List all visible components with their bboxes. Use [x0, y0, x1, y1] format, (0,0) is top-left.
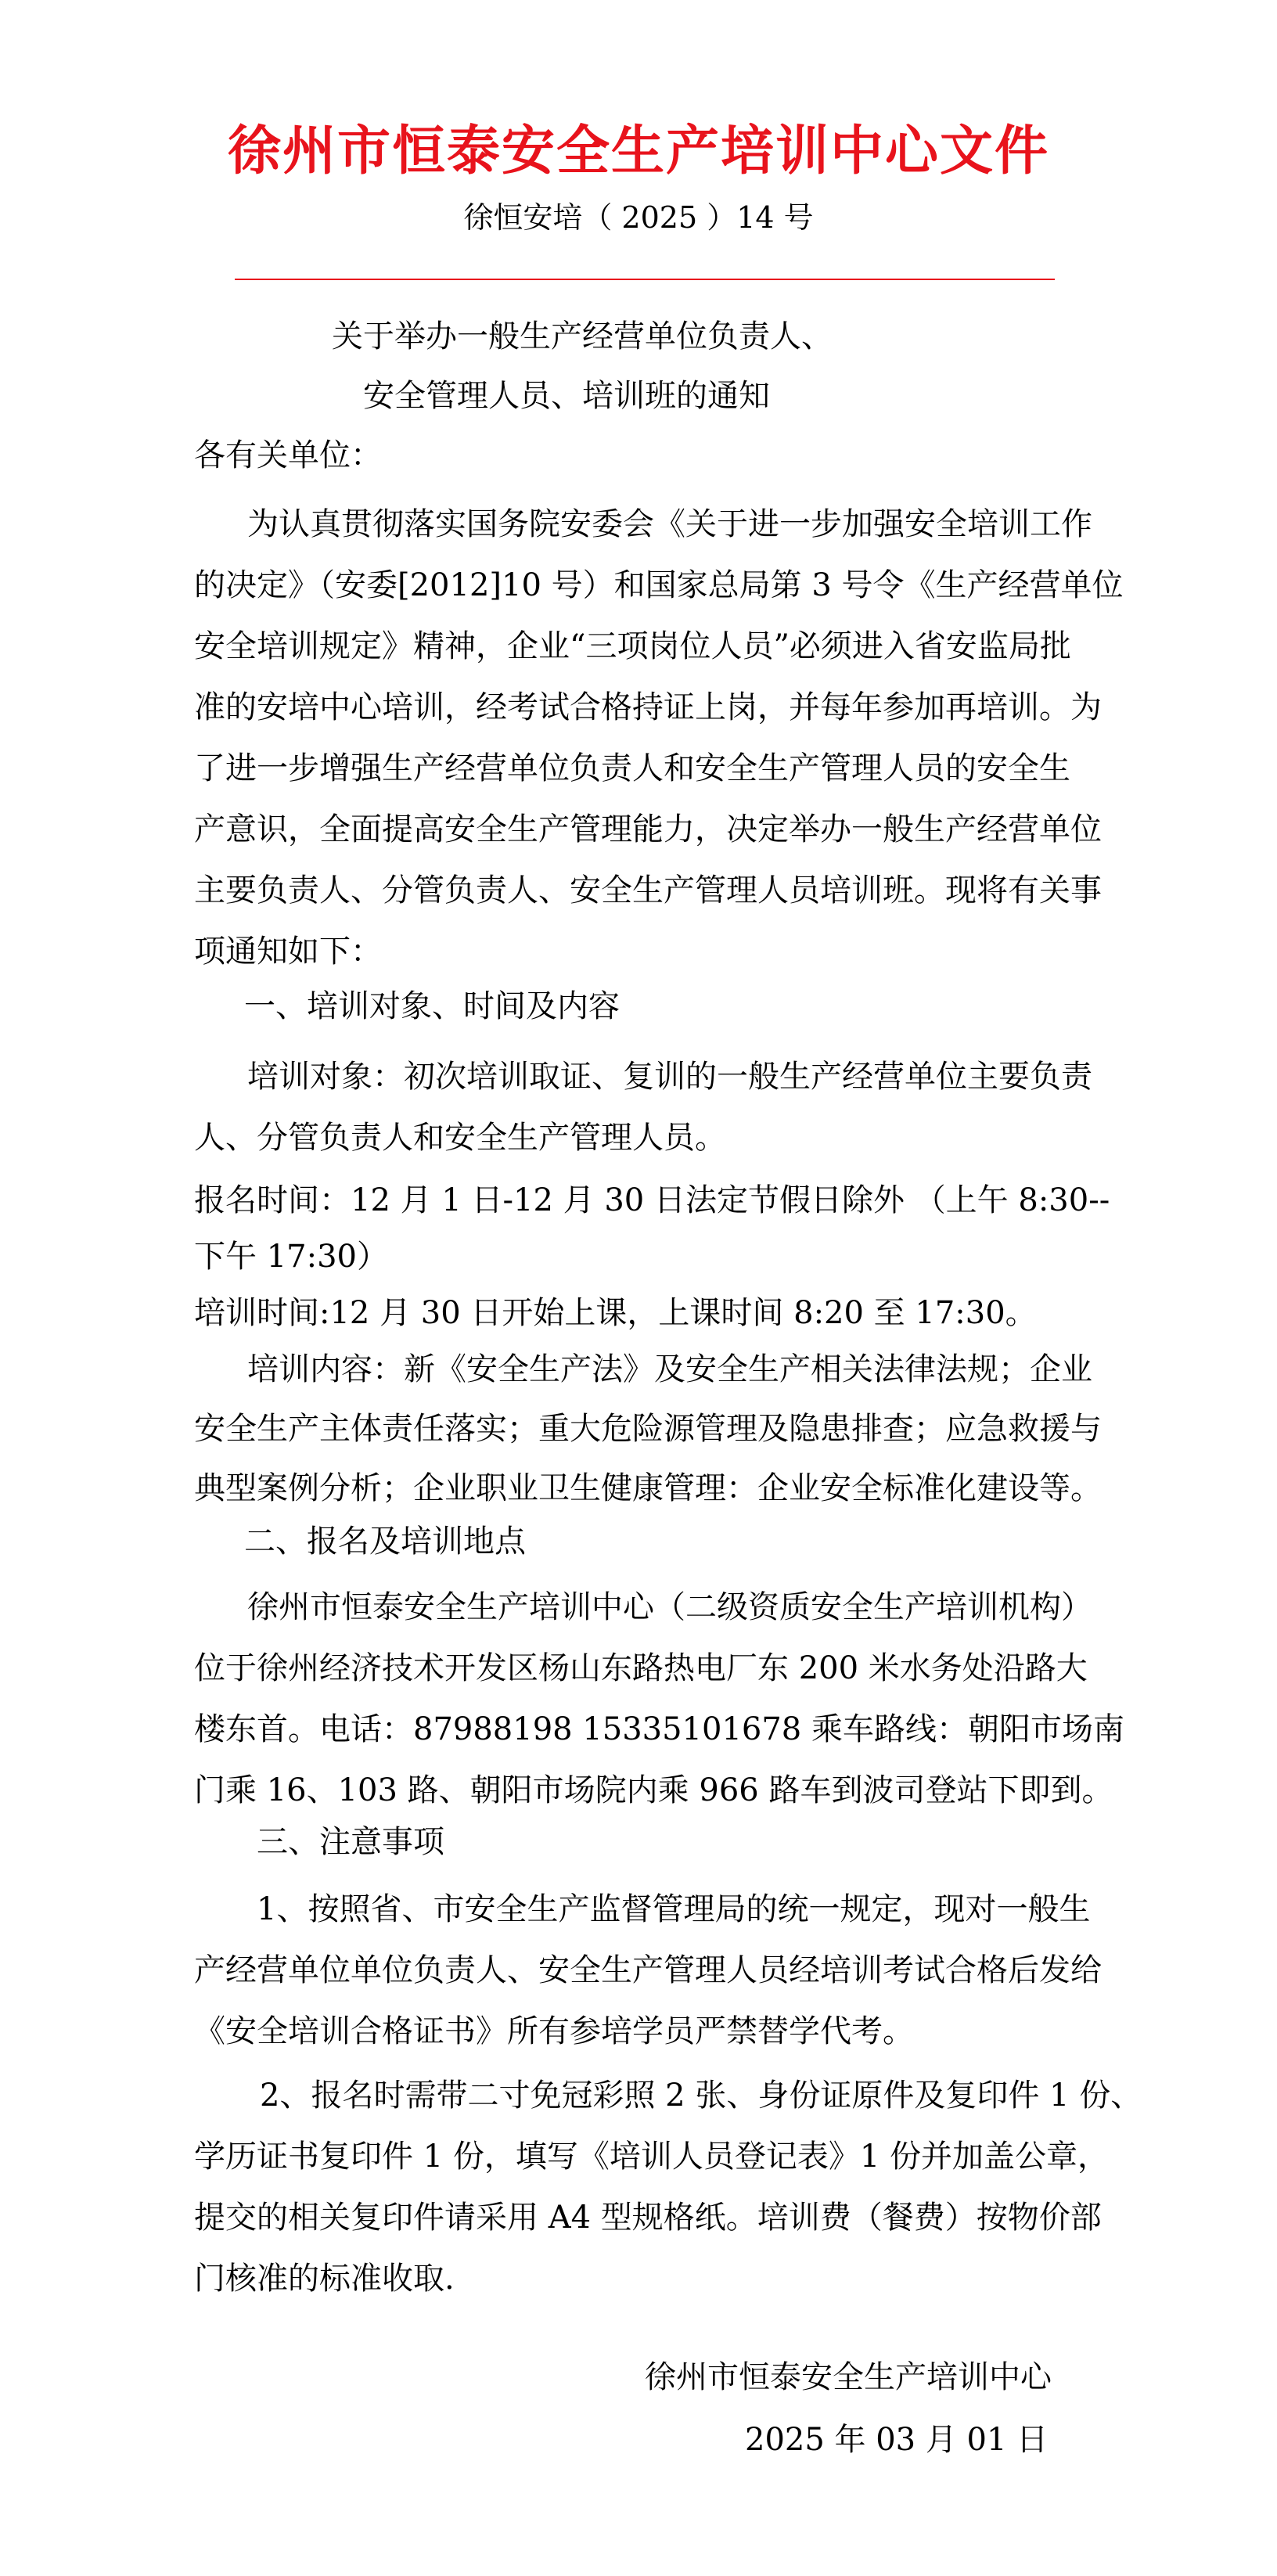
signature-organization: 徐州市恒泰安全生产培训中心: [645, 2359, 1052, 2395]
section-1-heading: 一、培训对象、时间及内容: [244, 988, 620, 1024]
text-line: 下午 17:30）: [194, 1239, 388, 1275]
text-line: 门核准的标准收取.: [194, 2261, 455, 2297]
text-line: 项通知如下：: [194, 934, 382, 970]
header-divider: [235, 279, 1055, 280]
signature-date: 2025 年 03 月 01 日: [745, 2422, 1049, 2458]
text-line: 门乘 16、103 路、朝阳市场院内乘 966 路车到波司登站下即到。: [194, 1772, 1113, 1808]
text-line: 了进一步增强生产经营单位负责人和安全生产管理人员的安全生: [194, 750, 1070, 786]
text-line: 培训内容：新《安全生产法》及安全生产相关法律法规；企业: [247, 1351, 1092, 1387]
text-line: 产经营单位单位负责人、安全生产管理人员经培训考试合格后发给: [194, 1952, 1102, 1988]
text-line: 准的安培中心培训，经考试合格持证上岗，并每年参加再培训。为: [194, 689, 1102, 725]
text-line: 提交的相关复印件请采用 A4 型规格纸。培训费（餐费）按物价部: [194, 2200, 1102, 2236]
section-2-heading: 二、报名及培训地点: [244, 1524, 526, 1560]
text-line: 《安全培训合格证书》所有参培学员严禁替学代考。: [194, 2013, 914, 2049]
text-line: 楼东首。电话：87988198 15335101678 乘车路线：朝阳市场南: [194, 1711, 1124, 1747]
training-time: 培训时间:12 月 30 日开始上课，上课时间 8:20 至 17:30。: [194, 1295, 1037, 1331]
salutation: 各有关单位：: [194, 437, 382, 473]
text-line: 的决定》（安委[2012]10 号）和国家总局第 3 号令《生产经营单位: [194, 567, 1124, 603]
document-number: 徐恒安培（ 2025 ）14 号: [463, 200, 814, 235]
text-line: 学历证书复印件 1 份，填写《培训人员登记表》1 份并加盖公章，: [194, 2139, 1110, 2175]
text-line: 主要负责人、分管负责人、安全生产管理人员培训班。现将有关事: [194, 872, 1102, 908]
text-line: 人、分管负责人和安全生产管理人员。: [194, 1120, 726, 1156]
text-line: 2、报名时需带二寸免冠彩照 2 张、身份证原件及复印件 1 份、: [260, 2078, 1142, 2114]
section-3-heading: 三、注意事项: [257, 1824, 444, 1860]
text-line: 报名时间：12 月 1 日-12 月 30 日法定节假日除外 （上午 8:30--: [194, 1182, 1110, 1218]
text-line: 1、按照省、市安全生产监督管理局的统一规定，现对一般生: [257, 1891, 1091, 1927]
text-line: 安全生产主体责任落实；重大危险源管理及隐患排查；应急救援与: [194, 1411, 1102, 1447]
text-line: 产意识，全面提高安全生产管理能力，决定举办一般生产经营单位: [194, 811, 1102, 847]
text-line: 为认真贯彻落实国务院安委会《关于进一步加强安全培训工作: [247, 506, 1092, 542]
subject-line-1: 关于举办一般生产经营单位负责人、: [332, 318, 833, 354]
text-line: 安全培训规定》精神，企业“三项岗位人员”必须进入省安监局批: [194, 628, 1071, 664]
subject-line-2: 安全管理人员、培训班的通知: [363, 378, 770, 414]
document-header-title: 徐州市恒泰安全生产培训中心文件: [227, 120, 1049, 182]
text-line: 位于徐州经济技术开发区杨山东路热电厂东 200 米水务处沿路大: [194, 1650, 1088, 1686]
text-line: 徐州市恒泰安全生产培训中心（二级资质安全生产培训机构）: [247, 1589, 1092, 1625]
text-line: 典型案例分析；企业职业卫生健康管理：企业安全标准化建设等。: [194, 1470, 1102, 1506]
text-line: 培训对象：初次培训取证、复训的一般生产经营单位主要负责: [247, 1059, 1092, 1095]
